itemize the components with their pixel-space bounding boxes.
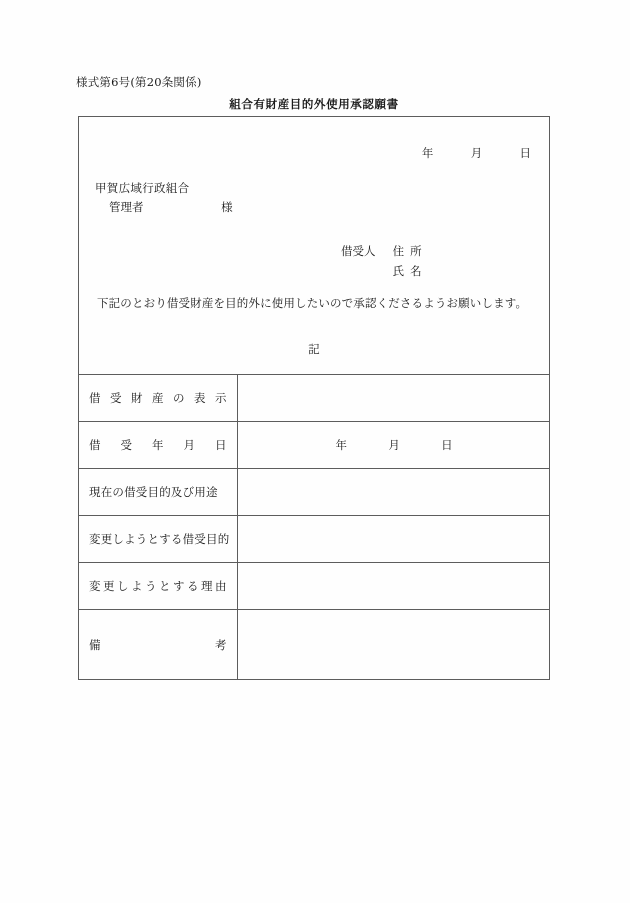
label-char: 財 <box>131 391 143 405</box>
row-label-remarks <box>79 610 237 680</box>
date-month-label: 月 <box>470 146 483 160</box>
date-year-label: 年 <box>421 146 434 160</box>
date-day-label: 日 <box>519 146 531 160</box>
table-row <box>79 422 549 469</box>
lease-date-month-label: 月 <box>388 438 400 452</box>
label-char: 受 <box>110 391 122 405</box>
label-char: 受 <box>120 438 132 452</box>
row-label-property-description <box>79 375 237 422</box>
row-value-current-purpose[interactable] <box>237 469 549 516</box>
label-char: 表 <box>194 391 206 405</box>
lease-date-day-label: 日 <box>441 438 453 452</box>
applicant-name-label: 氏名 <box>392 264 428 278</box>
label-char: る <box>187 579 199 593</box>
applicant-name-row <box>341 261 428 281</box>
row-value-change-reason[interactable] <box>237 563 549 610</box>
label-char: う <box>145 579 157 593</box>
label-char: 考 <box>215 637 227 652</box>
label-char: し <box>117 579 129 593</box>
label-char: の <box>173 391 185 405</box>
addressee-block <box>95 179 233 217</box>
row-label-lease-date <box>79 422 237 469</box>
row-value-property-description[interactable] <box>237 375 549 422</box>
row-value-new-purpose[interactable] <box>237 516 549 563</box>
label-char: 年 <box>152 438 164 452</box>
label-char: よ <box>131 579 143 593</box>
addressee-honorific: 様 <box>221 200 233 214</box>
letter-section <box>79 117 549 374</box>
lease-date-placeholders <box>250 437 453 453</box>
row-label-new-purpose: 変更しようとする借受目的 <box>79 516 237 563</box>
applicant-block <box>341 241 428 281</box>
label-char: 理 <box>201 579 213 593</box>
document-title: 組合有財産目的外使用承認願書 <box>229 97 399 111</box>
table-row <box>79 469 549 516</box>
label-char: 更 <box>103 579 115 593</box>
label-char: 由 <box>215 579 227 593</box>
label-chars <box>89 578 227 594</box>
details-table <box>79 374 549 680</box>
row-value-remarks[interactable] <box>237 610 549 680</box>
submission-date-line <box>422 145 531 161</box>
applicant-address-label: 住所 <box>392 244 428 258</box>
ki-mark: 記 <box>308 342 320 356</box>
label-char: 示 <box>215 391 227 405</box>
label-char: 借 <box>89 391 101 405</box>
form-frame <box>78 116 550 680</box>
table-row <box>79 375 549 422</box>
addressee-organization: 甲賀広域行政組合 <box>95 181 190 195</box>
form-number: 様式第6号(第20条関係) <box>76 75 202 89</box>
label-char: 備 <box>89 637 101 652</box>
table-row <box>79 563 549 610</box>
request-statement: 下記のとおり借受財産を目的外に使用したいので承認くださるようお願いします。 <box>97 296 528 310</box>
applicant-address-row <box>341 241 428 261</box>
table-row <box>79 516 549 563</box>
label-char: 日 <box>215 438 227 452</box>
label-chars <box>89 437 227 453</box>
lease-date-year-label: 年 <box>335 438 347 452</box>
addressee-position-row <box>95 198 233 217</box>
row-label-change-reason <box>79 563 237 610</box>
label-char: す <box>173 579 185 593</box>
row-value-lease-date[interactable] <box>237 422 549 469</box>
label-char: 産 <box>152 391 164 405</box>
label-char: と <box>159 579 171 593</box>
addressee-position: 管理者 <box>109 200 144 214</box>
label-chars <box>89 637 227 653</box>
label-char: 借 <box>89 438 101 452</box>
table-row <box>79 610 549 680</box>
label-chars <box>89 390 227 406</box>
row-label-current-purpose: 現在の借受目的及び用途 <box>79 469 237 516</box>
label-char: 変 <box>89 579 101 593</box>
applicant-role-label: 借受人 <box>341 244 376 258</box>
label-char: 月 <box>183 438 195 452</box>
